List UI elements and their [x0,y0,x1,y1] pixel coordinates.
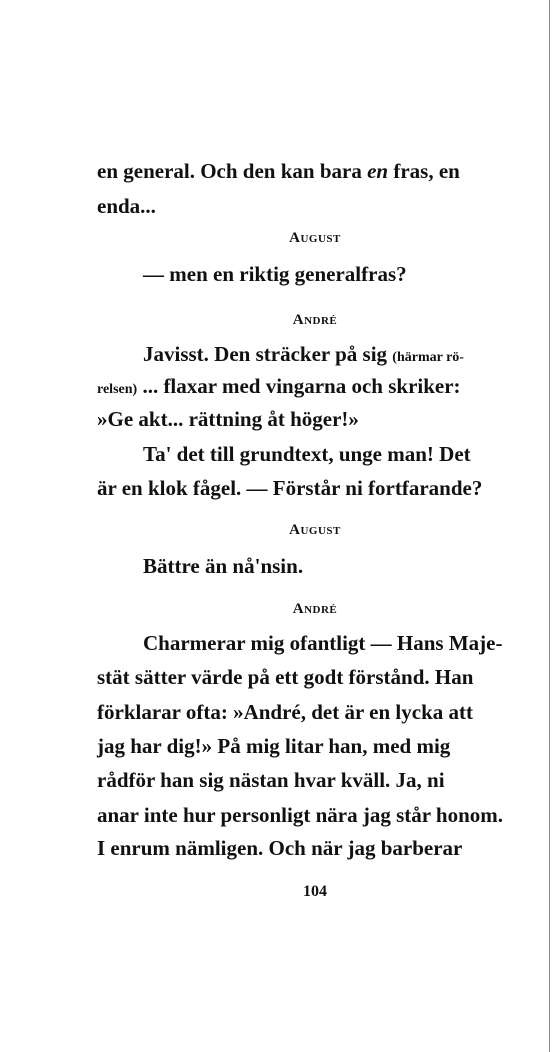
text-line [97,157,460,185]
speaker-name: André [292,601,338,617]
text-line: anar inte hur personligt nära jag står honom. [97,803,504,827]
text-line [97,372,461,404]
text-run: Javisst. Den sträcker på sig [143,342,388,366]
text-line: »Ge akt... rättning åt höger!» [97,407,359,431]
text-line: stät sätter värde på ett godt förstånd. Han [97,665,474,689]
text-line: I enrum nämligen. Och när jag barberar [97,836,463,860]
text-line: jag har dig!» På mig litar han, med mig [97,734,451,758]
text-line: Charmerar mig ofantligt — Hans Maje- [143,631,503,655]
text-line: — men en riktig generalfras? [143,262,407,286]
text-line: rådför han sig nästan hvar kväll. Ja, ni [97,768,445,792]
text-run: en general. Och den kan bara [97,159,362,183]
speaker-name: August [289,230,341,246]
emphasized-word: en [367,159,389,183]
stage-direction: relsen) [97,382,138,397]
text-line: enda... [97,194,156,218]
speaker-name: André [292,312,338,328]
page-number: 104 [303,883,327,900]
stage-direction: (härmar rö- [392,350,464,365]
text-run: fras, en [393,159,460,183]
text-line: Ta' det till grundtext, unge man! Det [143,442,471,466]
page-edge-line [549,0,550,1052]
text-line [143,340,464,372]
speaker-name: August [289,522,341,538]
text-line: är en klok fågel. — Förstår ni fortfarande? [97,476,483,500]
text-line: Bättre än nå'nsin. [143,554,304,578]
text-run: ... flaxar med vingarna och skriker: [142,374,461,398]
text-line: förklarar ofta: »André, det är en lycka att [97,700,473,724]
